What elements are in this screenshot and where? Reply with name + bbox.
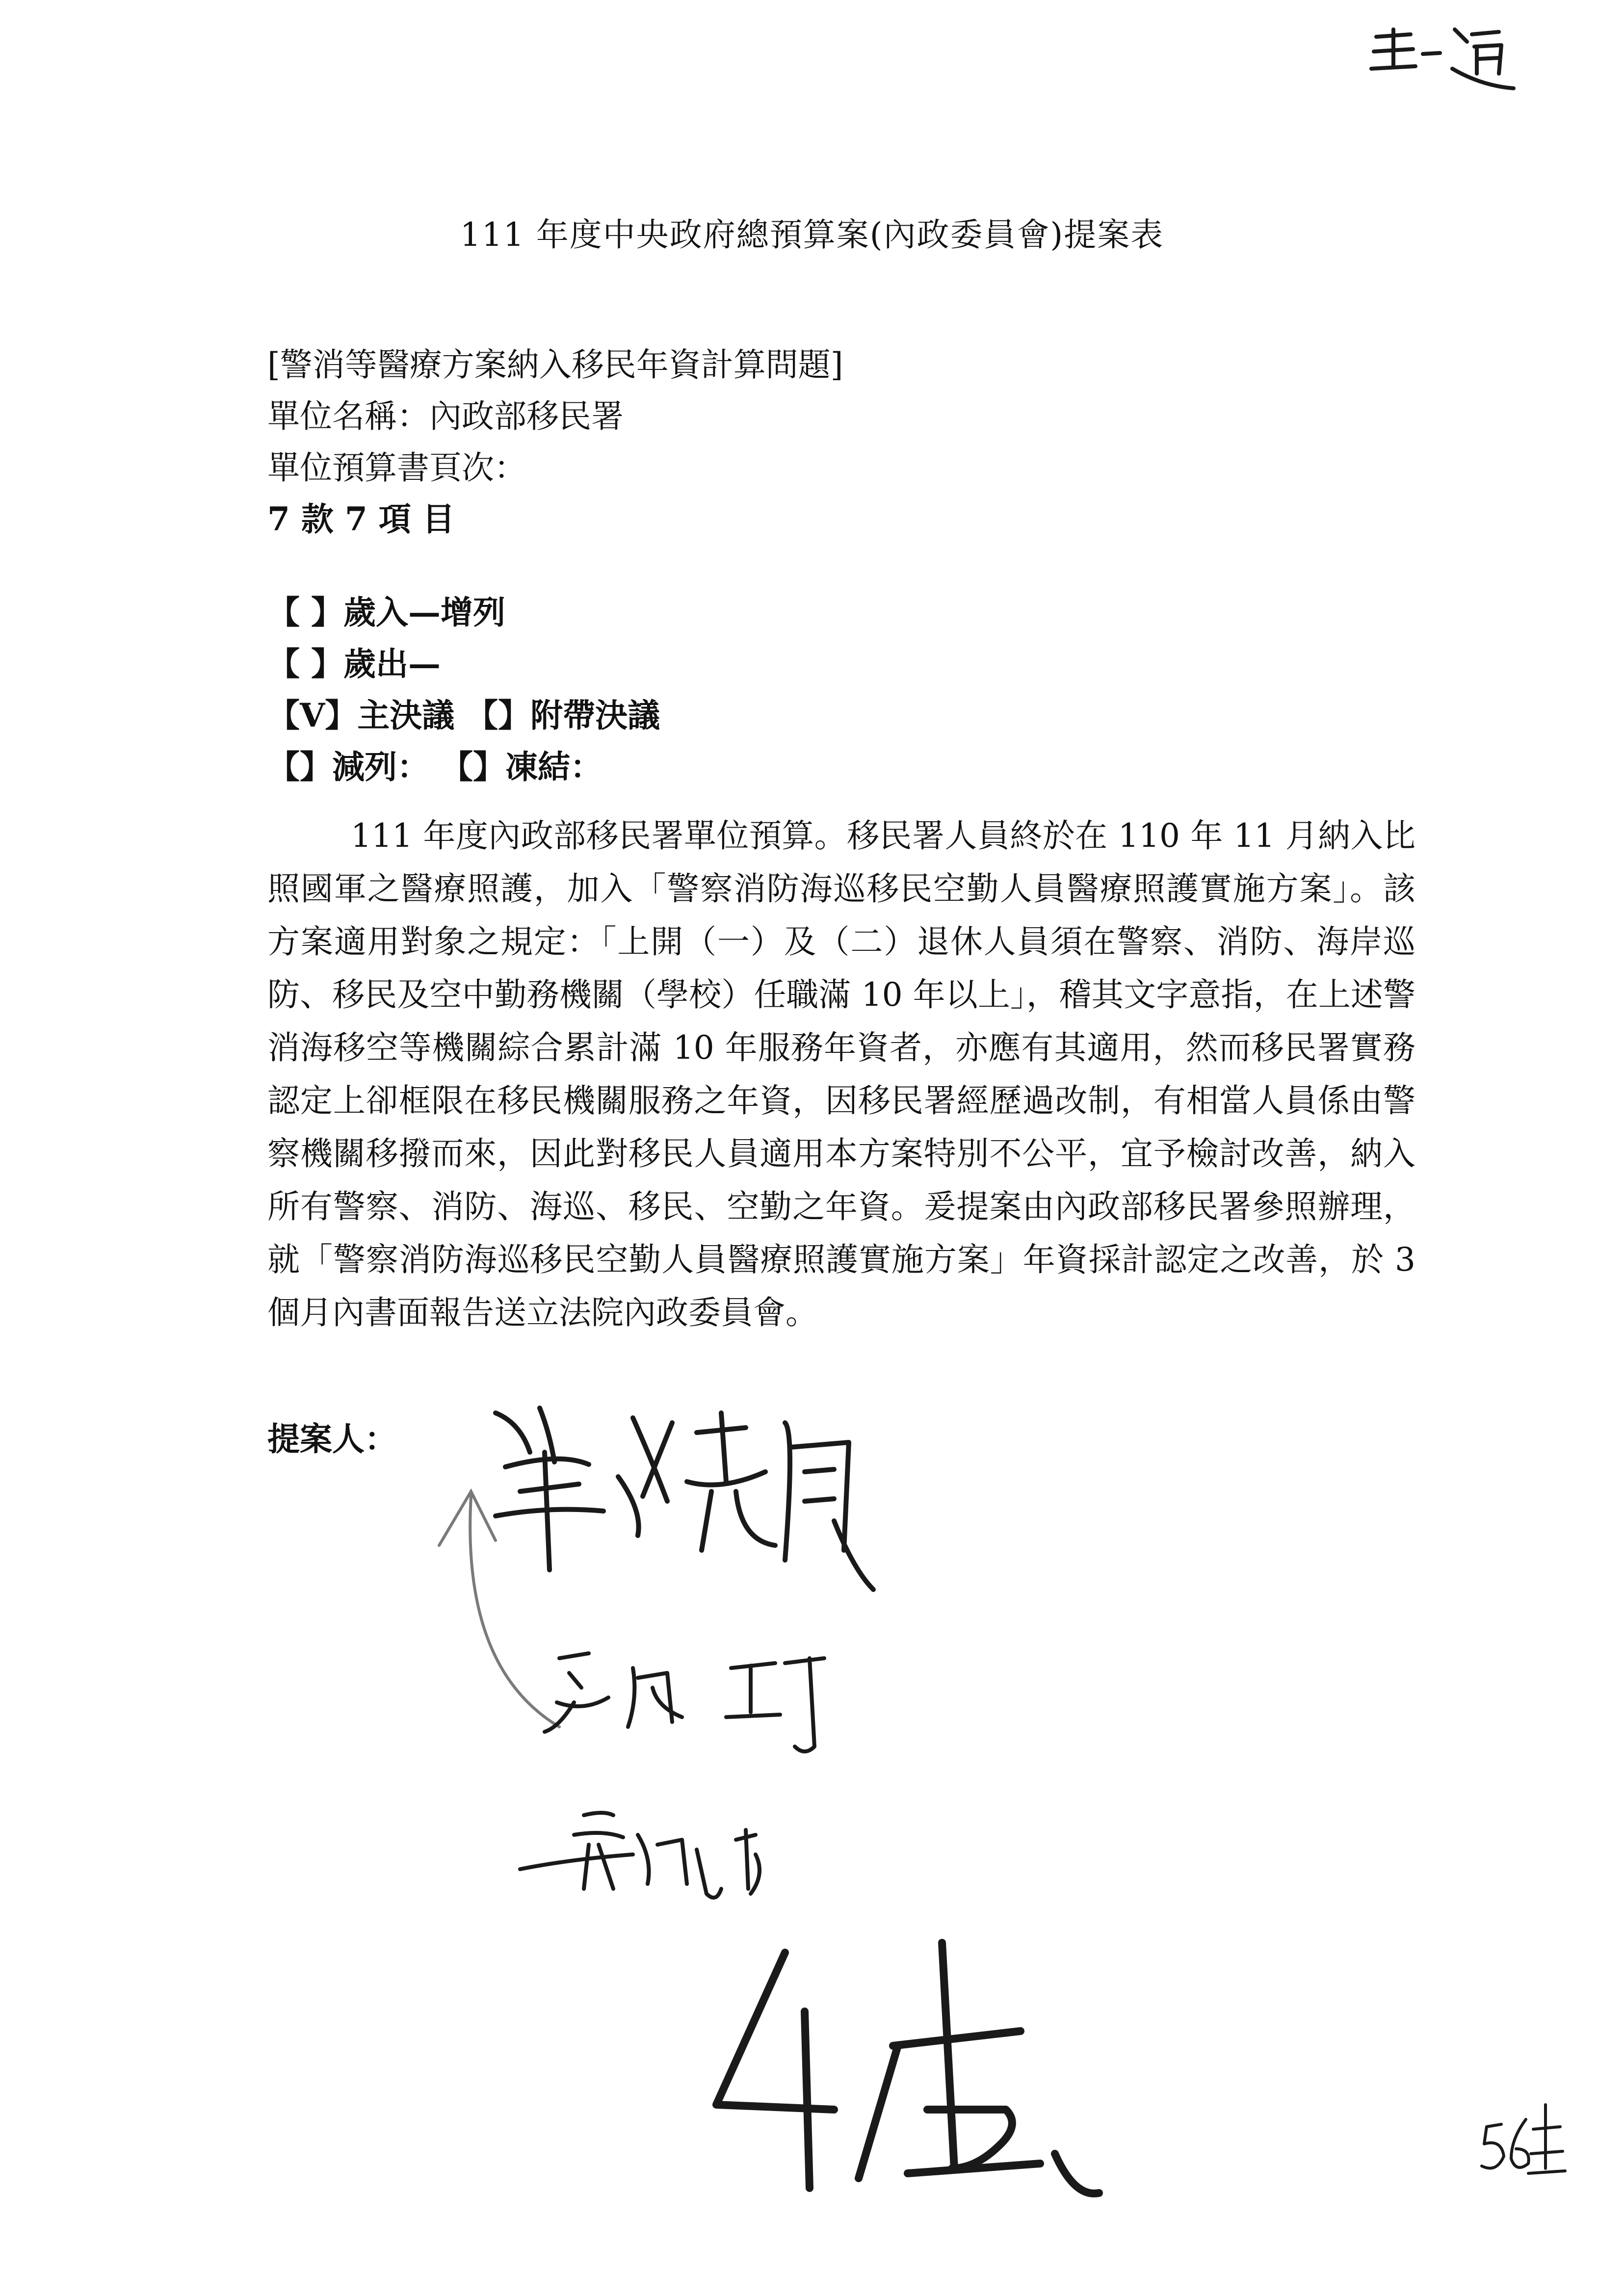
corner-annotation	[1371, 29, 1514, 88]
document-title: 111 年度中央政府總預算案(內政委員會)提案表	[460, 216, 1164, 254]
signature-wu	[545, 1653, 824, 1751]
page-number-mark	[1482, 2105, 1565, 2173]
unit-budget-page: 單位預算書頁次：	[267, 449, 526, 487]
budget-section: 7 款 7 項 目	[267, 500, 455, 538]
option-expenditure: 【 】歲出—	[267, 645, 441, 683]
signature-yeh	[496, 1408, 873, 1590]
proposal-body: 111 年度內政部移民署單位預算。移民署人員終於在 110 年 11 月納入比照國軍之醫療照護，加入「警察消防海巡移民空勤人員醫療照護實施方案」。該方案適用對象之規定：「上開（一）及（二）退休人員須在警察、消防、海岸巡防、移民及空中勤務機關（學校）任職滿 10 年以上」，稽其文字意指，在上述警消海移空等機關綜合累計滿 10 年服務年資者，亦應有其適用，然而移民署實務認定上卻框限在移民機關服務之年資，因移民署經歷過改制，有相當人員係由警察機關移撥而來，因此對移民人員適用本方案特別不公平，宜予檢討改善，納入所有警察、消防、海巡、移民、空勤之年資。爰提案由內政部移民署參照辦理，就「警察消防海巡移民空勤人員醫療照護實施方案」年資採計認定之改善，於 3 個月內書面報告送立法院內政委員會。	[267, 817, 1415, 1331]
option-reduce-freeze: 【】減列： 【】凍結：	[267, 748, 602, 786]
option-revenue-increase: 【 】歲入—增列	[267, 593, 505, 631]
handwritten-number-mark	[716, 1943, 1099, 2193]
proposer-label: 提案人：	[267, 1420, 397, 1458]
unit-name: 單位名稱：內政部移民署	[267, 397, 624, 435]
signature-3	[520, 1813, 760, 1898]
option-main-resolution: 【V】主決議 【】附帶決議	[267, 696, 660, 734]
handwritten-arrow	[439, 1491, 559, 1727]
proposal-subject: [警消等醫療方案納入移民年資計算問題]	[267, 346, 843, 384]
